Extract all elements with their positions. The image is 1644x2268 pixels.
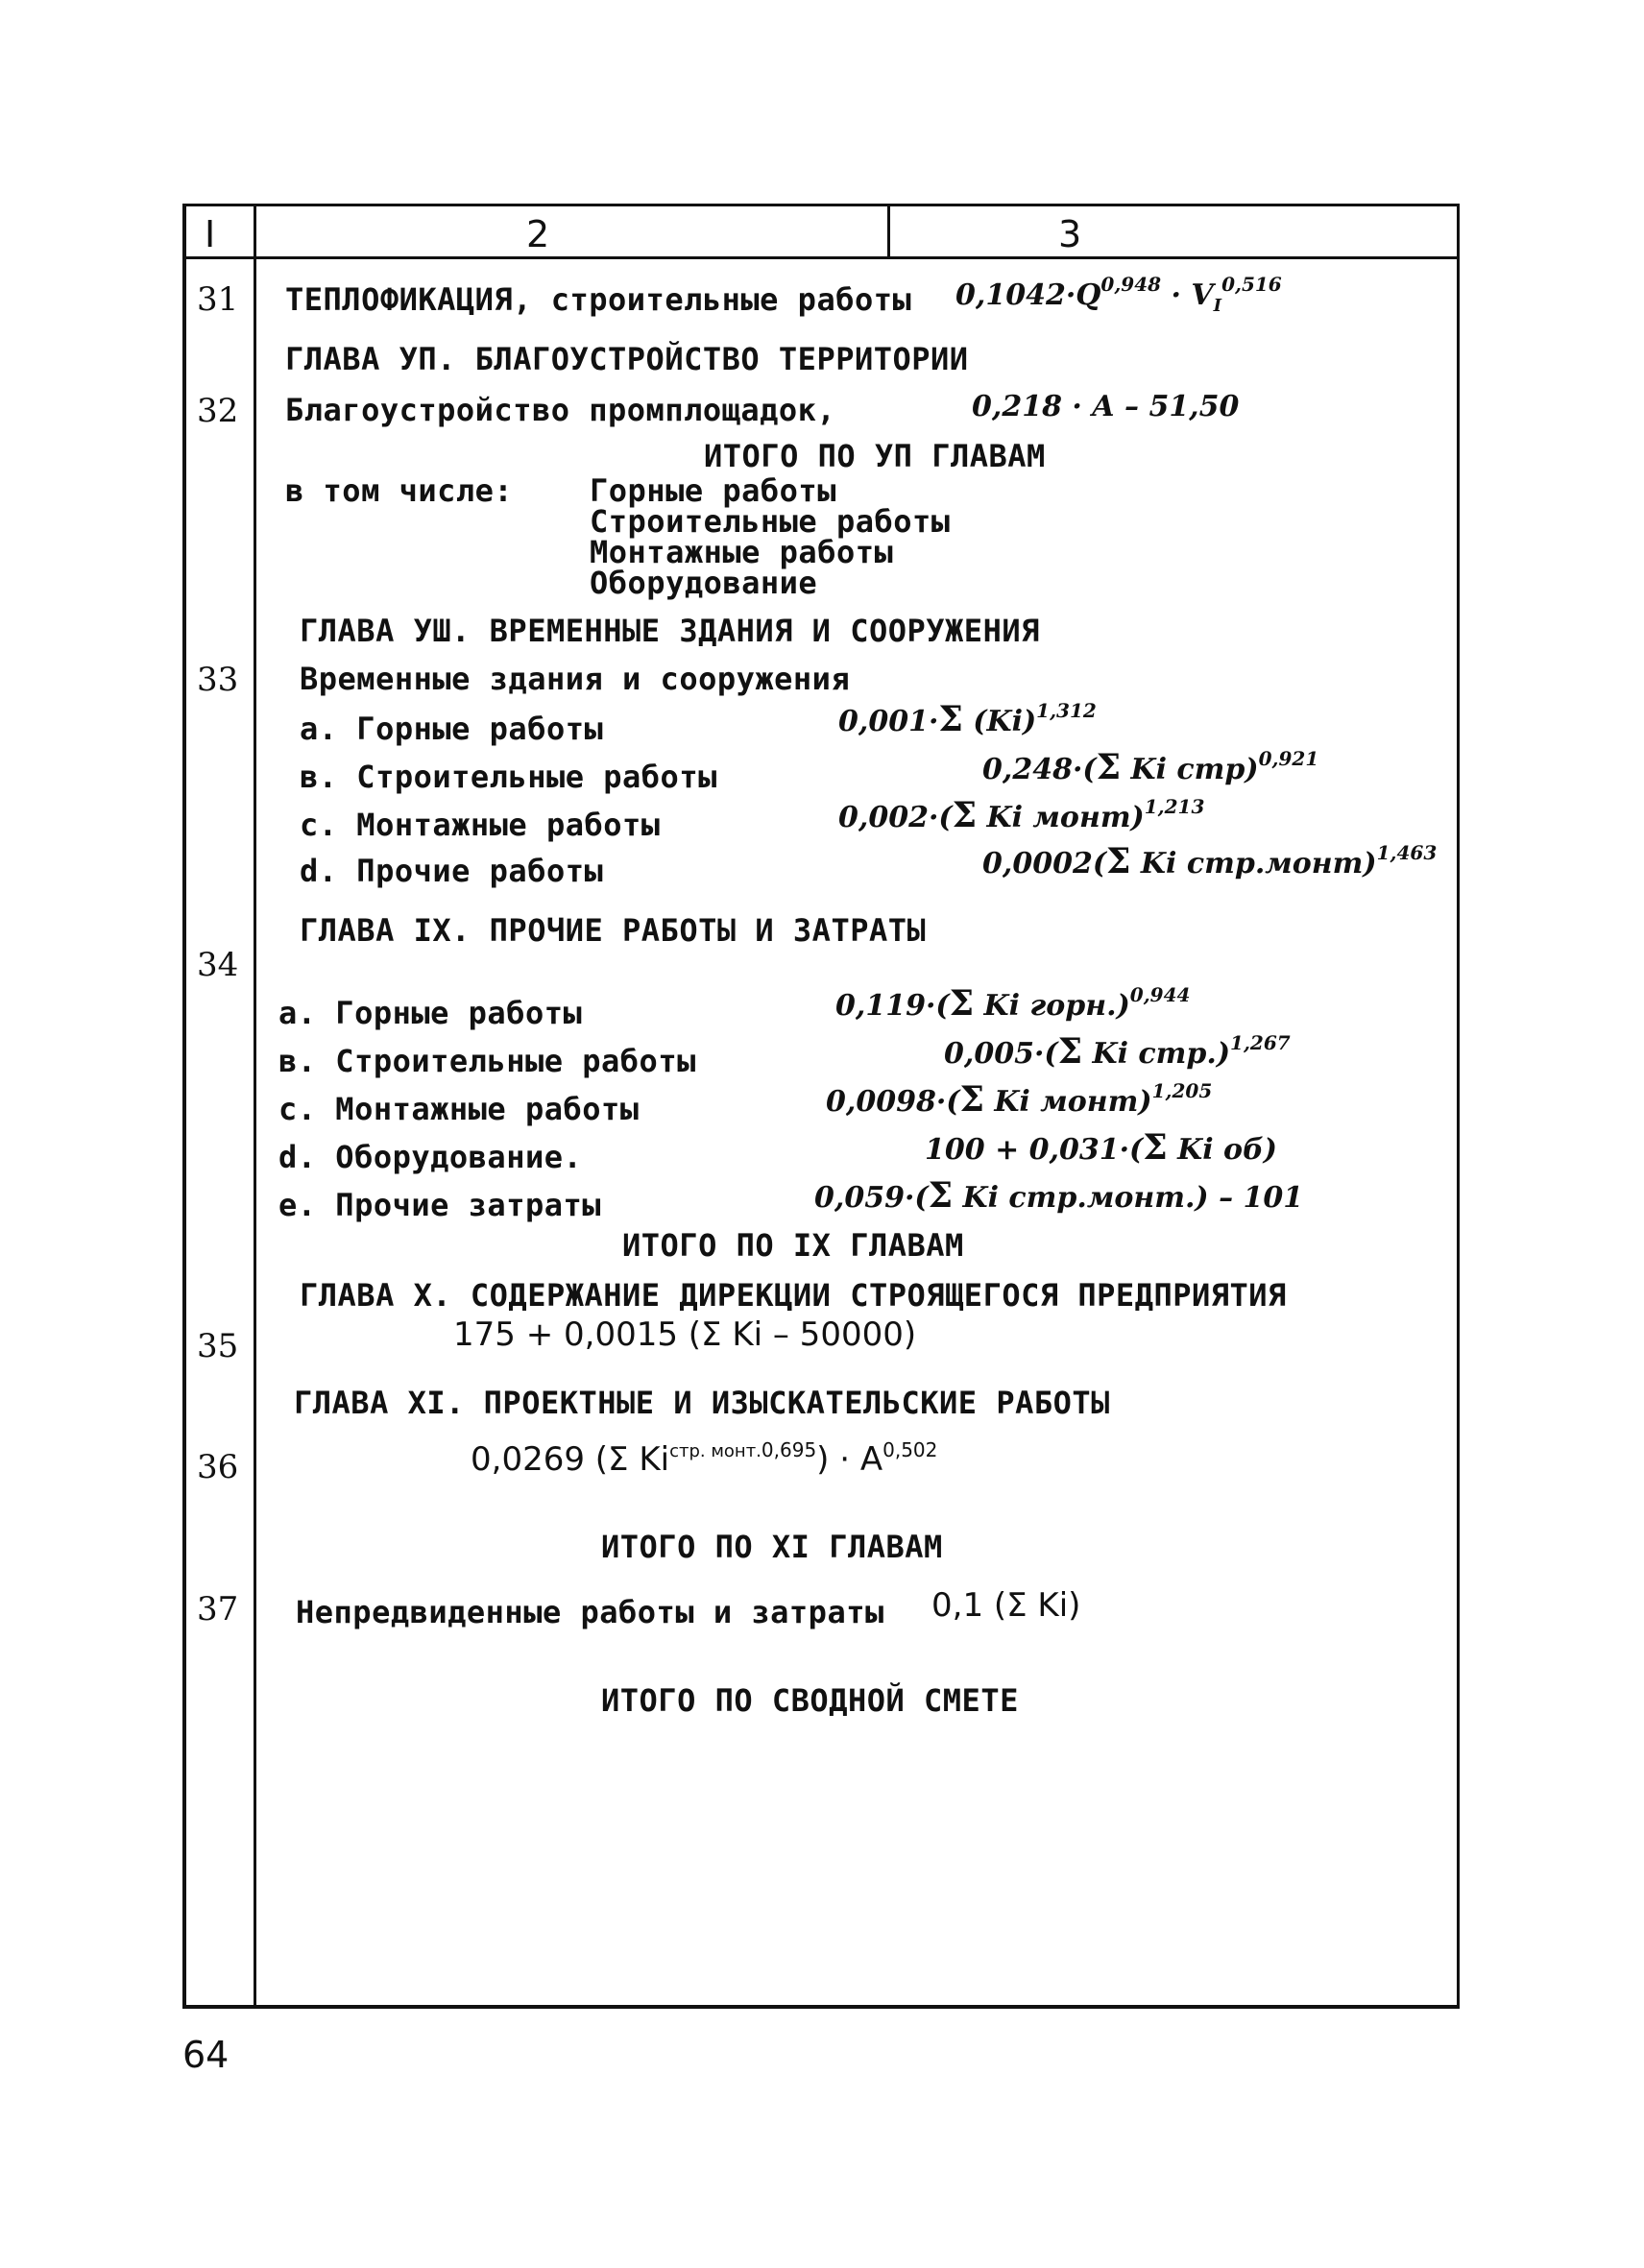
total-item: Горные работы <box>590 472 836 509</box>
formula: 0,218 · A – 51,50 <box>972 390 1240 423</box>
formula: 0,0269 (Σ $Ki^{стр. монт.0,695}) \cdot A^{0,502}$ <box>471 1438 938 1479</box>
formula: 0,0002(Σ Ki стр.монт)$^{1,463}$ <box>982 841 1438 881</box>
grand-total-title: ИТОГО ПО СВОДНОЙ СМЕТЕ <box>601 1682 1019 1719</box>
item-label: d. Прочие работы <box>300 853 604 889</box>
row-text: ТЕПЛОФИКАЦИЯ, строительные работы <box>285 281 912 318</box>
total-item: Оборудование <box>590 565 818 601</box>
formula: 100 + 0,031·(Σ Ki об) <box>925 1127 1277 1168</box>
total-item: Монтажные работы <box>590 534 894 570</box>
row-text: Непредвиденные работы и затраты <box>296 1594 884 1630</box>
total-title: ИТОГО ПО УП ГЛАВАМ <box>704 438 1046 474</box>
formula: 0,005·(Σ Ki стр.)$^{1,267}$ <box>944 1031 1291 1072</box>
item-label: d. Оборудование. <box>278 1139 583 1175</box>
total-title: ИТОГО ПО XI ГЛАВАМ <box>601 1529 943 1565</box>
header-col2: 2 <box>526 213 550 255</box>
chapter-title: ГЛАВА X. СОДЕРЖАНИЕ ДИРЕКЦИИ СТРОЯЩЕГОСЯ ПРЕДПРИЯТИЯ <box>300 1277 1287 1314</box>
formula: 175 + 0,0015 (Σ Ki – 50000) <box>453 1315 917 1354</box>
formula: $0,1042\cdot Q^{0,948} \cdot V_I^{0,516}$ <box>955 273 1282 316</box>
formula: 0,059·(Σ Ki стр.монт.) – 101 <box>814 1175 1304 1216</box>
row-number: 35 <box>197 1327 239 1365</box>
item-label: а. Горные работы <box>278 995 583 1031</box>
formula: 0,1 (Σ Ki) <box>931 1586 1081 1625</box>
item-label: с. Монтажные работы <box>278 1091 640 1127</box>
formula: 0,001·Σ $(Ki)^{1,312}$ <box>838 699 1097 739</box>
header-col3: 3 <box>1058 213 1082 255</box>
chapter-title: ГЛАВА XI. ПРОЕКТНЫЕ И ИЗЫСКАТЕЛЬСКИЕ РАБОТЫ <box>294 1385 1110 1421</box>
row-text: Временные здания и сооружения <box>300 661 851 697</box>
header-divider <box>182 256 1460 259</box>
row-number: 31 <box>197 280 239 319</box>
formula: 0,248·(Σ Ki стр)$^{0,921}$ <box>982 747 1319 787</box>
total-label: в том числе: <box>285 472 514 509</box>
row-number: 32 <box>197 392 239 430</box>
item-label: с. Монтажные работы <box>300 807 661 843</box>
chapter-title: ГЛАВА IX. ПРОЧИЕ РАБОТЫ И ЗАТРАТЫ <box>300 912 927 949</box>
formula: 0,119·(Σ Ki горн.)$^{0,944}$ <box>835 983 1191 1024</box>
chapter-title: ГЛАВА УП. БЛАГОУСТРОЙСТВО ТЕРРИТОРИИ <box>285 341 969 377</box>
page-number: 64 <box>182 2034 230 2076</box>
row-number: 37 <box>197 1590 239 1629</box>
col-divider-1 <box>254 204 256 2009</box>
row-text: Благоустройство промплощадок, <box>285 392 836 428</box>
item-label: е. Прочие затраты <box>278 1187 602 1223</box>
item-label: в. Строительные работы <box>278 1043 696 1079</box>
chapter-title: ГЛАВА УШ. ВРЕМЕННЫЕ ЗДАНИЯ И СООРУЖЕНИЯ <box>300 613 1040 649</box>
item-label: а. Горные работы <box>300 711 604 747</box>
row-number: 34 <box>197 946 239 984</box>
total-item: Строительные работы <box>590 503 951 540</box>
formula: 0,002·(Σ Ki монт)$^{1,213}$ <box>838 795 1205 835</box>
row-number: 36 <box>197 1448 239 1486</box>
header-col1: I <box>205 213 216 255</box>
col-divider-2 <box>887 204 890 259</box>
row-number: 33 <box>197 661 239 699</box>
total-title: ИТОГО ПО IX ГЛАВАМ <box>622 1227 964 1264</box>
item-label: в. Строительные работы <box>300 759 717 795</box>
formula: 0,0098·(Σ Ki монт)$^{1,205}$ <box>826 1079 1213 1120</box>
